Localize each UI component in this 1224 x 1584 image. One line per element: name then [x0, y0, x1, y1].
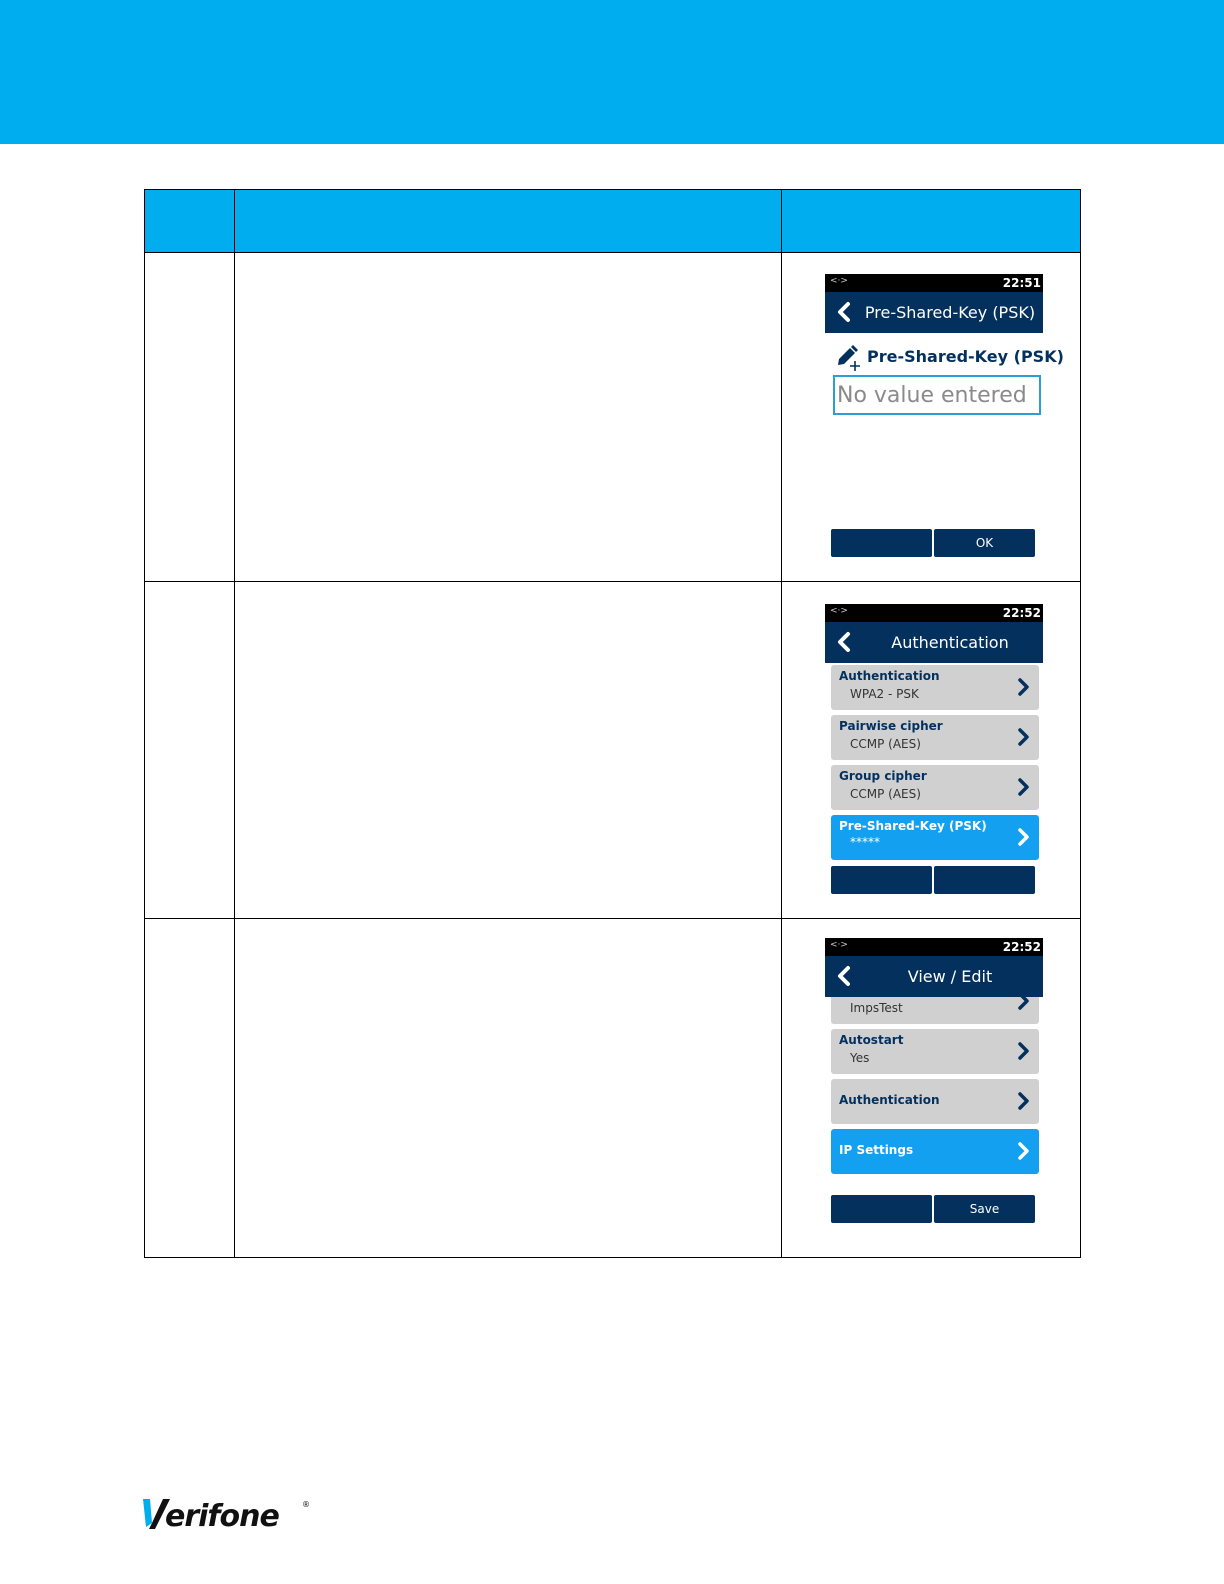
title-bar — [825, 956, 1043, 997]
verifone-logo — [141, 1493, 311, 1533]
menu-item-value: CCMP (AES) — [850, 787, 921, 801]
softkey-left[interactable] — [831, 529, 932, 557]
svg-text:®: ® — [302, 1500, 310, 1509]
menu-item-value: WPA2 - PSK — [850, 687, 919, 701]
status-bar — [825, 274, 1043, 292]
edit-pencil-icon — [835, 345, 863, 371]
chevron-right-icon — [1016, 1041, 1030, 1061]
status-bar — [825, 604, 1043, 622]
menu-item-pairwise-cipher[interactable] — [831, 715, 1039, 760]
top-banner — [0, 0, 1224, 144]
menu-item-value: CCMP (AES) — [850, 737, 921, 751]
chevron-right-icon — [1016, 677, 1030, 697]
menu-item-authentication[interactable] — [831, 1079, 1039, 1124]
menu-item-label: Group cipher — [839, 769, 927, 783]
chevron-right-icon — [1016, 1091, 1030, 1111]
table-header-row — [145, 190, 1080, 253]
screen-title: Authentication — [891, 633, 1009, 652]
row-divider — [145, 581, 1080, 582]
device-screen-authentication — [825, 604, 1043, 894]
logo-wordmark: erifone — [165, 1499, 279, 1533]
softkey-right[interactable] — [934, 866, 1035, 894]
menu-item-psk[interactable] — [831, 815, 1039, 860]
menu-item-label: Pre-Shared-Key (PSK) — [839, 819, 987, 833]
menu-item-label: IP Settings — [839, 1143, 914, 1157]
softkey-left[interactable] — [831, 866, 932, 894]
network-icon: <·> — [830, 606, 848, 616]
chevron-right-icon — [1016, 827, 1030, 847]
menu-item-label: Authentication — [839, 1093, 940, 1107]
status-time: 22:52 — [1002, 606, 1041, 620]
steps-table — [144, 189, 1081, 1258]
screen-title: View / Edit — [907, 967, 993, 986]
input-placeholder: No value entered — [837, 383, 1027, 408]
menu-item-autostart[interactable] — [831, 1029, 1039, 1074]
psk-input[interactable] — [833, 375, 1041, 415]
chevron-right-icon — [1016, 727, 1030, 747]
status-bar — [825, 938, 1043, 956]
softkey-left[interactable] — [831, 1195, 932, 1223]
device-screen-view-edit — [825, 938, 1043, 1228]
network-icon: <·> — [830, 276, 848, 286]
menu-item-ip-settings[interactable] — [831, 1129, 1039, 1174]
ok-button[interactable]: OK — [934, 529, 1035, 557]
title-bar — [825, 292, 1043, 333]
column-divider — [234, 190, 235, 1257]
status-time: 22:52 — [1002, 940, 1041, 954]
menu-item-label: Authentication — [839, 669, 940, 683]
back-arrow-icon[interactable] — [835, 301, 855, 323]
back-arrow-icon[interactable] — [835, 965, 855, 987]
menu-item-group-cipher[interactable] — [831, 765, 1039, 810]
column-divider — [781, 190, 782, 1257]
field-label: Pre-Shared-Key (PSK) — [867, 347, 1064, 366]
menu-item-value: Yes — [850, 1051, 870, 1065]
title-bar — [825, 622, 1043, 663]
menu-item-label: Autostart — [839, 1033, 904, 1047]
network-icon: <·> — [830, 940, 848, 950]
menu-item-label: Pairwise cipher — [839, 719, 943, 733]
status-time: 22:51 — [1002, 276, 1041, 290]
chevron-right-icon — [1016, 1141, 1030, 1161]
menu-item-authentication[interactable] — [831, 665, 1039, 710]
menu-item-value: ImpsTest — [850, 1001, 903, 1015]
menu-item-value: ***** — [850, 835, 880, 849]
save-button[interactable]: Save — [934, 1195, 1035, 1223]
back-arrow-icon[interactable] — [835, 631, 855, 653]
device-screen-psk-entry — [825, 274, 1064, 564]
chevron-right-icon — [1016, 777, 1030, 797]
row-divider — [145, 918, 1080, 919]
screen-title: Pre-Shared-Key (PSK) — [864, 303, 1036, 322]
